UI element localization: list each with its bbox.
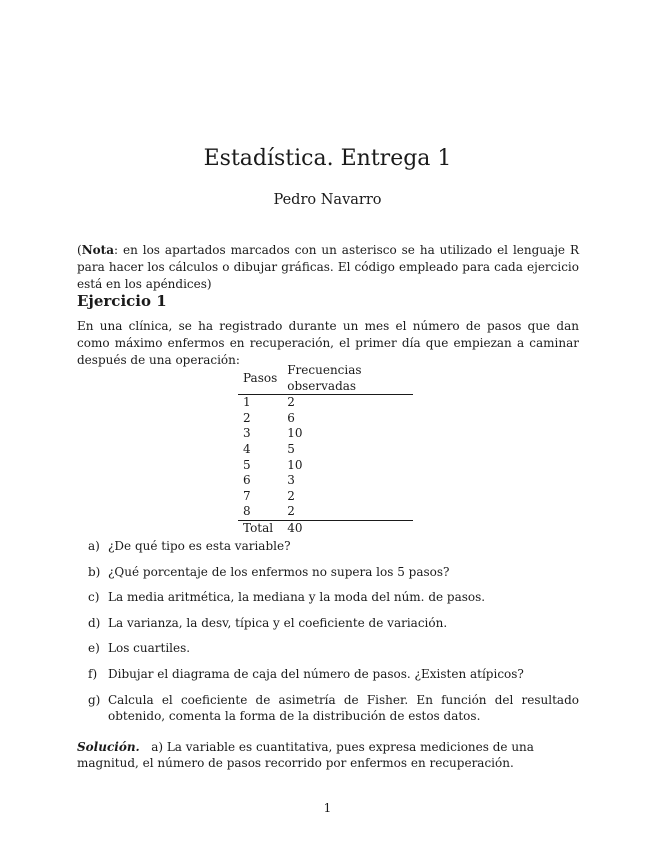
cell-pasos: 2 <box>243 410 251 425</box>
item-text: La varianza, la desv, típica y el coeficiente de variación. <box>108 615 448 630</box>
item-label: f) <box>88 666 98 681</box>
list-item <box>88 564 579 580</box>
table-header-row <box>238 363 413 395</box>
cell-frecuencia: 10 <box>287 426 303 441</box>
cell-frecuencia: 2 <box>287 488 295 503</box>
list-item <box>88 589 579 605</box>
author-name: Pedro Navarro <box>273 192 382 208</box>
header-frecuencias: Frecuencias observadas <box>282 363 413 395</box>
list-item <box>88 538 579 554</box>
item-text: La media aritmética, la mediana y la moda del núm. de pasos. <box>108 590 486 605</box>
note-paragraph <box>77 242 579 293</box>
table-row <box>238 395 413 411</box>
cell-frecuencia: 10 <box>287 457 303 472</box>
document-title: Estadística. Entrega 1 <box>203 146 452 171</box>
cell-frecuencia: 2 <box>287 504 295 519</box>
solution-text: a) La variable es cuantitativa, pues expresa mediciones de una magnitud, el número de pasos recorrido por enfermos en recuperación. <box>77 740 534 770</box>
cell-pasos: 1 <box>243 395 251 410</box>
total-label: Total <box>238 520 282 536</box>
solution-label: Solución. <box>77 740 140 754</box>
item-text: Los cuartiles. <box>108 641 191 656</box>
list-item <box>88 615 579 631</box>
solution-paragraph <box>77 739 579 771</box>
total-value: 40 <box>282 520 413 536</box>
item-text: ¿De qué tipo es esta variable? <box>108 539 291 553</box>
item-label: a) <box>88 539 100 553</box>
cell-frecuencia: 3 <box>287 473 295 488</box>
header-pasos: Pasos <box>238 363 282 395</box>
list-item <box>88 692 579 724</box>
exercise-title: Ejercicio 1 <box>77 292 167 310</box>
item-label: b) <box>88 564 101 579</box>
item-text: Dibujar el diagrama de caja del número de pasos. ¿Existen atípicos? <box>108 666 524 681</box>
note-text: : en los apartados marcados con un asterisco se ha utilizado el lenguaje R para hacer los cálculos o dibujar gráficas. El código empleado para cada ejercicio está en los apéndices) <box>77 243 579 291</box>
item-text: Calcula el coeficiente de asimetría de Fisher. En función del resultado obtenido, comenta la forma de la distribución de estos datos. <box>108 692 579 723</box>
cell-pasos: 5 <box>243 457 251 472</box>
cell-pasos: 8 <box>243 504 251 519</box>
table-row <box>238 489 413 505</box>
cell-pasos: 6 <box>243 473 251 488</box>
note-open-paren: ( <box>77 243 82 257</box>
frequency-table <box>238 363 413 537</box>
cell-pasos: 7 <box>243 488 251 503</box>
cell-pasos: 4 <box>243 441 251 456</box>
list-item <box>88 640 579 656</box>
table-row <box>238 473 413 489</box>
question-list <box>88 538 579 733</box>
exercise-intro: En una clínica, se ha registrado durante un mes el número de pasos que dan como máximo enfermos en recuperación, el primer día que empiezan a caminar después de una operación: <box>77 319 579 367</box>
table-row <box>238 411 413 427</box>
table-total-row <box>238 520 413 536</box>
list-item <box>88 666 579 682</box>
cell-pasos: 3 <box>243 426 251 441</box>
item-label: c) <box>88 590 100 605</box>
cell-frecuencia: 2 <box>287 395 295 410</box>
table-row <box>238 426 413 442</box>
cell-frecuencia: 5 <box>287 441 295 456</box>
item-label: d) <box>88 615 101 630</box>
table-row <box>238 442 413 458</box>
table-row <box>238 458 413 474</box>
page-number: 1 <box>323 801 332 815</box>
item-label: e) <box>88 641 100 656</box>
item-label: g) <box>88 692 101 707</box>
table-row <box>238 504 413 520</box>
item-text: ¿Qué porcentaje de los enfermos no supera los 5 pasos? <box>108 564 450 579</box>
cell-frecuencia: 6 <box>287 410 295 425</box>
note-label: Nota <box>81 243 114 257</box>
